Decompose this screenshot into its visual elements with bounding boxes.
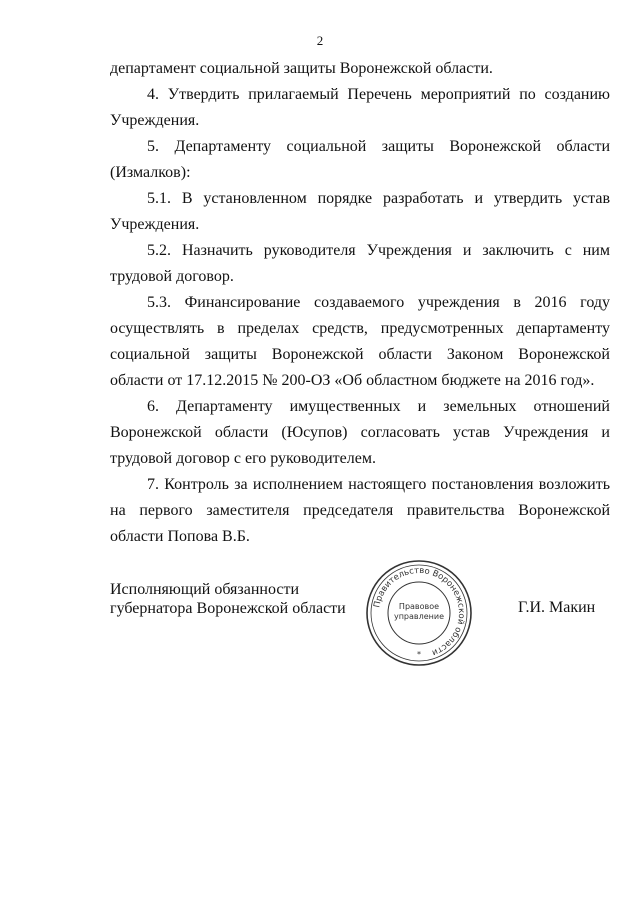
seal-inner-line-2: управление xyxy=(393,612,445,621)
paragraph-4: 4. Утвердить прилагаемый Перечень мероприятий по созданию Учреждения. xyxy=(110,86,610,129)
document-body xyxy=(110,56,610,550)
paragraph-5-1: 5.1. В установленном порядке разработать и утвердить устав Учреждения. xyxy=(110,190,610,233)
paragraph-continuation: департамент социальной защиты Воронежской области. xyxy=(110,60,493,77)
page-number: 2 xyxy=(316,33,324,48)
signer-name: Г.И. Макин xyxy=(518,599,596,616)
paragraph-5-2: 5.2. Назначить руководителя Учреждения и заключить с ним трудовой договор. xyxy=(110,242,610,285)
paragraph-5: 5. Департаменту социальной защиты Воронежской области (Измалков): xyxy=(110,138,610,181)
official-seal xyxy=(364,558,474,668)
signature-position-line-1: Исполняющий обязанности xyxy=(110,581,300,598)
seal-star-icon: * xyxy=(417,650,421,659)
paragraph-5-3: 5.3. Финансирование создаваемого учреждения в 2016 году осуществлять в пределах средств, предусмотренных департаменту социальной защиты Воронежской области Законом Воронежской области от 17.12.2015 № 200-ОЗ «Об областном бюджете на 2016 год». xyxy=(110,294,610,389)
signature-position xyxy=(110,580,346,618)
signature-position-line-2: губернатора Воронежской области xyxy=(110,600,346,617)
paragraph-6: 6. Департаменту имущественных и земельных отношений Воронежской области (Юсупов) согласовать устав Учреждения и трудовой договор с его руководителем. xyxy=(110,398,610,467)
paragraph-7: 7. Контроль за исполнением настоящего постановления возложить на первого заместителя председателя правительства Воронежской области Попова В.Б. xyxy=(110,476,610,545)
seal-outer-text: Правительство Воронежской области xyxy=(372,565,467,658)
seal-inner-line-1: Правовое xyxy=(398,602,440,611)
